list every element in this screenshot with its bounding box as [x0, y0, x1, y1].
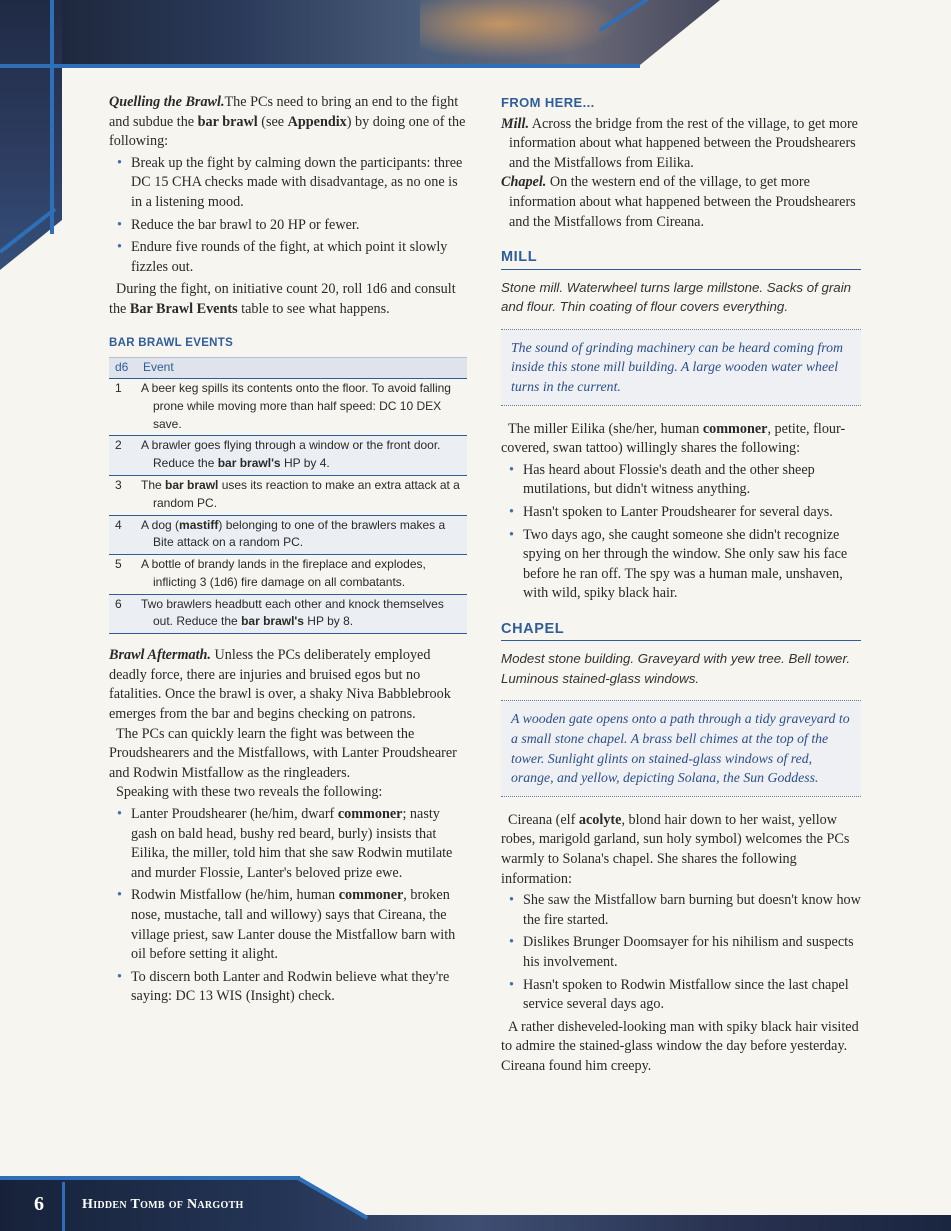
quelling-heading: Quelling the Brawl.: [109, 94, 225, 110]
from-here-chapel: Chapel. On the western end of the village, to get more information about what happened between the Proudshearers and the Mistfallows from Cireana.: [501, 174, 856, 230]
list-item: • Lanter Proudshearer (he/him, dwarf commoner; nasty gash on bald head, bushy red beard, burly) insists that Eilika, the miller, told him that she saw Rodwin mutilate and murder Flossie, Lanter's beloved prize ewe.: [109, 805, 467, 883]
header-illustration: [0, 0, 951, 70]
footer-divider: [62, 1182, 65, 1231]
table-row: 6 Two brawlers headbutt each other and knock themselves out. Reduce the bar brawl's HP by 8.: [109, 594, 467, 634]
chapel-intro: Cireana (elf acolyte, blond hair down to her waist, yellow robes, marigold garland, sun holy symbol) welcomes the PCs warmly to Solana's chapel. She shares the following information:: [501, 811, 850, 887]
aftermath-heading: Brawl Aftermath.: [109, 647, 211, 664]
list-item: • Hasn't spoken to Lanter Proudshearer for several days.: [501, 503, 861, 523]
mill-section-title: MILL: [501, 248, 861, 270]
bar-brawl-events-table: [109, 357, 467, 634]
table-header-d6: d6: [109, 358, 137, 379]
header-border-vertical: [50, 0, 54, 234]
list-item: • Dislikes Brunger Doomsayer for his nihilism and suspects his involvement.: [501, 933, 861, 972]
list-item: • Reduce the bar brawl to 20 HP or fewer.: [109, 216, 467, 236]
mill-read-aloud-box: The sound of grinding machinery can be heard coming from inside this stone mill building. A large wooden water wheel turns in the current.: [501, 329, 861, 406]
speaking-paragraph: Speaking with these two reveals the following:: [116, 784, 383, 801]
quelling-list: [109, 154, 467, 278]
list-item: • Endure five rounds of the fight, at which point it slowly fizzles out.: [109, 238, 467, 277]
learn-paragraph: The PCs can quickly learn the fight was between the Proudshearers and the Mistfallows, with Lanter Proudshearer and Rodwin Mistfallow as the ringleaders.: [109, 725, 457, 781]
mill-description: Stone mill. Waterwheel turns large millstone. Sacks of grain and flour. Thin coating of flour covers everything.: [501, 279, 852, 315]
quelling-paragraph: Quelling the Brawl.The PCs need to bring an end to the fight and subdue the bar brawl (see Appendix) by doing one of the following:: [109, 94, 466, 150]
right-column: [501, 93, 861, 1077]
list-item: • Has heard about Flossie's death and the other sheep mutilations, but didn't witness anything.: [501, 461, 861, 500]
header-border: [0, 64, 640, 68]
list-item: • To discern both Lanter and Rodwin believe what they're saying: DC 13 WIS (Insight) check.: [109, 968, 467, 1007]
left-column: [109, 93, 467, 1010]
from-here-heading: FROM HERE...: [501, 95, 595, 110]
mill-intro: The miller Eilika (she/her, human commoner, petite, flour-covered, swan tattoo) willingly shares the following:: [501, 420, 846, 457]
footer-border: [0, 1176, 300, 1180]
mill-list: [501, 461, 861, 604]
table-row: 5 A bottle of brandy lands in the fireplace and explodes, inflicting 3 (1d6) fire damage on all combatants.: [109, 555, 467, 595]
list-item: • Rodwin Mistfallow (he/him, human commoner, broken nose, mustache, tall and willowy) says that Cireana, the village priest, saw Lanter douse the Mistfallow barn with oil before setting it alight.: [109, 886, 467, 964]
table-row: 4 A dog (mastiff) belonging to one of the brawlers makes a Bite attack on a random PC.: [109, 515, 467, 555]
list-item: • Two days ago, she caught someone she didn't recognize spying on her through the window. She only saw his face before he ran off. The spy was a human male, unshaven, with wild, spiky black hair.: [501, 526, 861, 604]
table-row: 3 The bar brawl uses its reaction to make an extra attack at a random PC.: [109, 475, 467, 515]
page-number: 6: [34, 1193, 44, 1215]
aftermath-paragraph: Brawl Aftermath. Unless the PCs deliberately employed deadly force, there are injuries and bruised egos but no fatalities. Once the brawl is over, a shaky Niva Babblebrook emerges from the bar and begins checking on patrons.: [109, 647, 451, 723]
chapel-description: Modest stone building. Graveyard with yew tree. Bell tower. Luminous stained-glass windows.: [501, 651, 851, 686]
chapel-read-aloud-box: A wooden gate opens onto a path through a tidy graveyard to a small stone chapel. A brass bell chimes at the top of the tower. Sunlight glints on stained-glass windows of red, orange, and yellow, depicting Solana, the Sun Goddess.: [501, 700, 861, 796]
list-item: • Hasn't spoken to Rodwin Mistfallow since the last chapel service several days ago.: [501, 976, 861, 1015]
chapel-list: [501, 891, 861, 1015]
initiative-paragraph: During the fight, on initiative count 20, roll 1d6 and consult the Bar Brawl Events table to see what happens.: [109, 281, 456, 317]
from-here-mill: Mill. Across the bridge from the rest of the village, to get more information about what happened between the Proudshearers and the Mistfallows from Eilika.: [501, 115, 858, 171]
table-row: 1 A beer keg spills its contents onto the floor. To avoid falling prone while moving more than half speed: DC 10 DEX save.: [109, 378, 467, 435]
list-item: • She saw the Mistfallow barn burning but doesn't know how the fire started.: [501, 891, 861, 930]
ringleader-list: [109, 805, 467, 1007]
chapel-closing: A rather disheveled-looking man with spiky black hair visited to admire the stained-glass window the day before yesterday. Cireana found him creepy.: [501, 1018, 859, 1074]
table-row: 2 A brawler goes flying through a window or the front door. Reduce the bar brawl's HP by 4.: [109, 436, 467, 476]
table-header-event: Event: [137, 358, 467, 379]
chapel-section-title: CHAPEL: [501, 620, 861, 642]
table-title: BAR BRAWL EVENTS: [109, 336, 234, 349]
book-title: Hidden Tomb of Nargoth: [82, 1197, 244, 1212]
list-item: • Break up the fight by calming down the participants: three DC 15 CHA checks made with disadvantage, as no one is in a listening mood.: [109, 154, 467, 213]
